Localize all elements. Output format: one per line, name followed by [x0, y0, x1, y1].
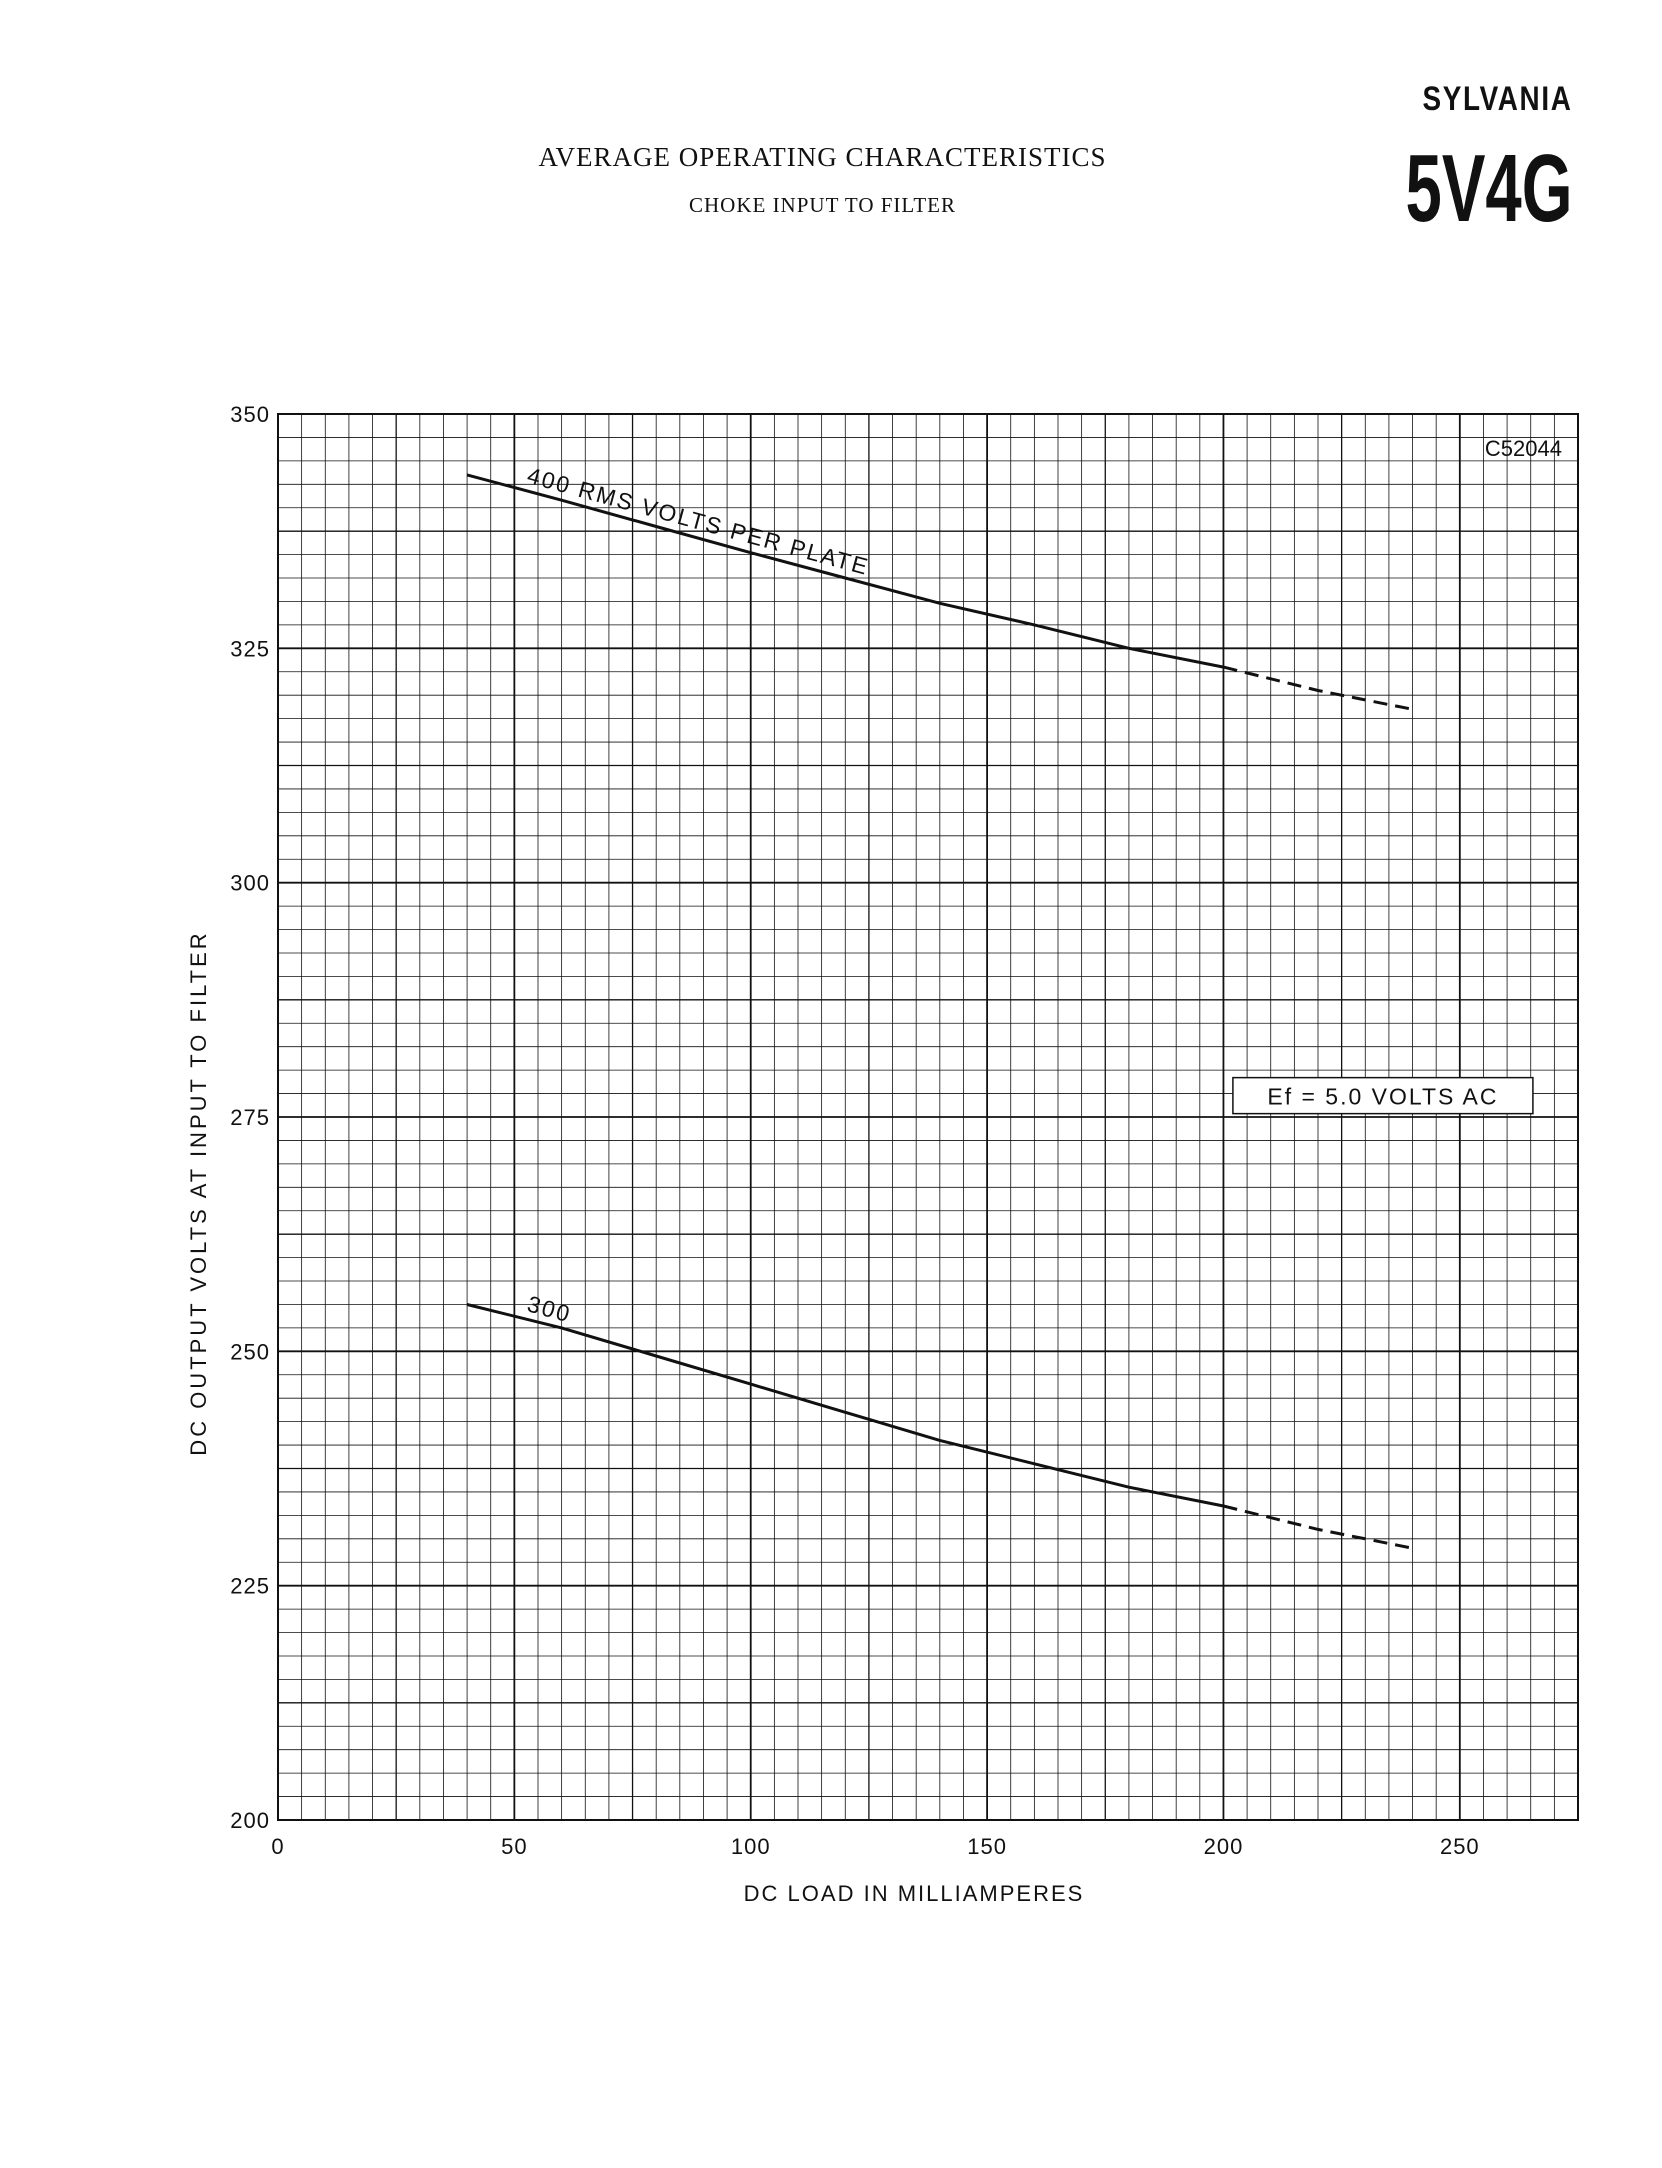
y-tick-label: 250: [230, 1339, 270, 1365]
x-tick-label: 0: [271, 1834, 285, 1859]
y-tick-label: 300: [230, 870, 270, 896]
x-tick-label: 250: [1439, 1834, 1480, 1859]
tick-labels: [230, 402, 1479, 1859]
y-tick-label: 225: [230, 1573, 270, 1599]
y-tick-label: 200: [230, 1808, 270, 1833]
series-label-0: 400 RMS VOLTS PER PLATE: [524, 462, 873, 581]
drawing-number: C52044: [1484, 436, 1562, 461]
filament-voltage-note: [1233, 1078, 1533, 1114]
series-labels: [525, 462, 873, 1327]
x-tick-label: 100: [730, 1834, 771, 1859]
y-tick-label: 275: [230, 1105, 270, 1130]
series-label-1: 300: [524, 1290, 575, 1328]
chart-subtitle: CHOKE INPUT TO FILTER: [688, 193, 956, 217]
x-tick-label: 50: [501, 1834, 528, 1859]
brand-name: SYLVANIA: [1422, 80, 1572, 118]
tube-type-label: 5V4G: [1405, 135, 1572, 242]
chart-title: AVERAGE OPERATING CHARACTERISTICS: [538, 142, 1107, 172]
y-tick-label: 325: [230, 636, 270, 662]
x-axis-label: DC LOAD IN MILLIAMPERES: [743, 1881, 1085, 1906]
filament-voltage-label: Ef = 5.0 VOLTS AC: [1267, 1083, 1499, 1110]
x-tick-label: 150: [967, 1834, 1007, 1859]
y-tick-label: 350: [230, 402, 270, 427]
x-tick-label: 200: [1203, 1834, 1244, 1859]
y-axis-label: DC OUTPUT VOLTS AT INPUT TO FILTER: [186, 930, 211, 1456]
